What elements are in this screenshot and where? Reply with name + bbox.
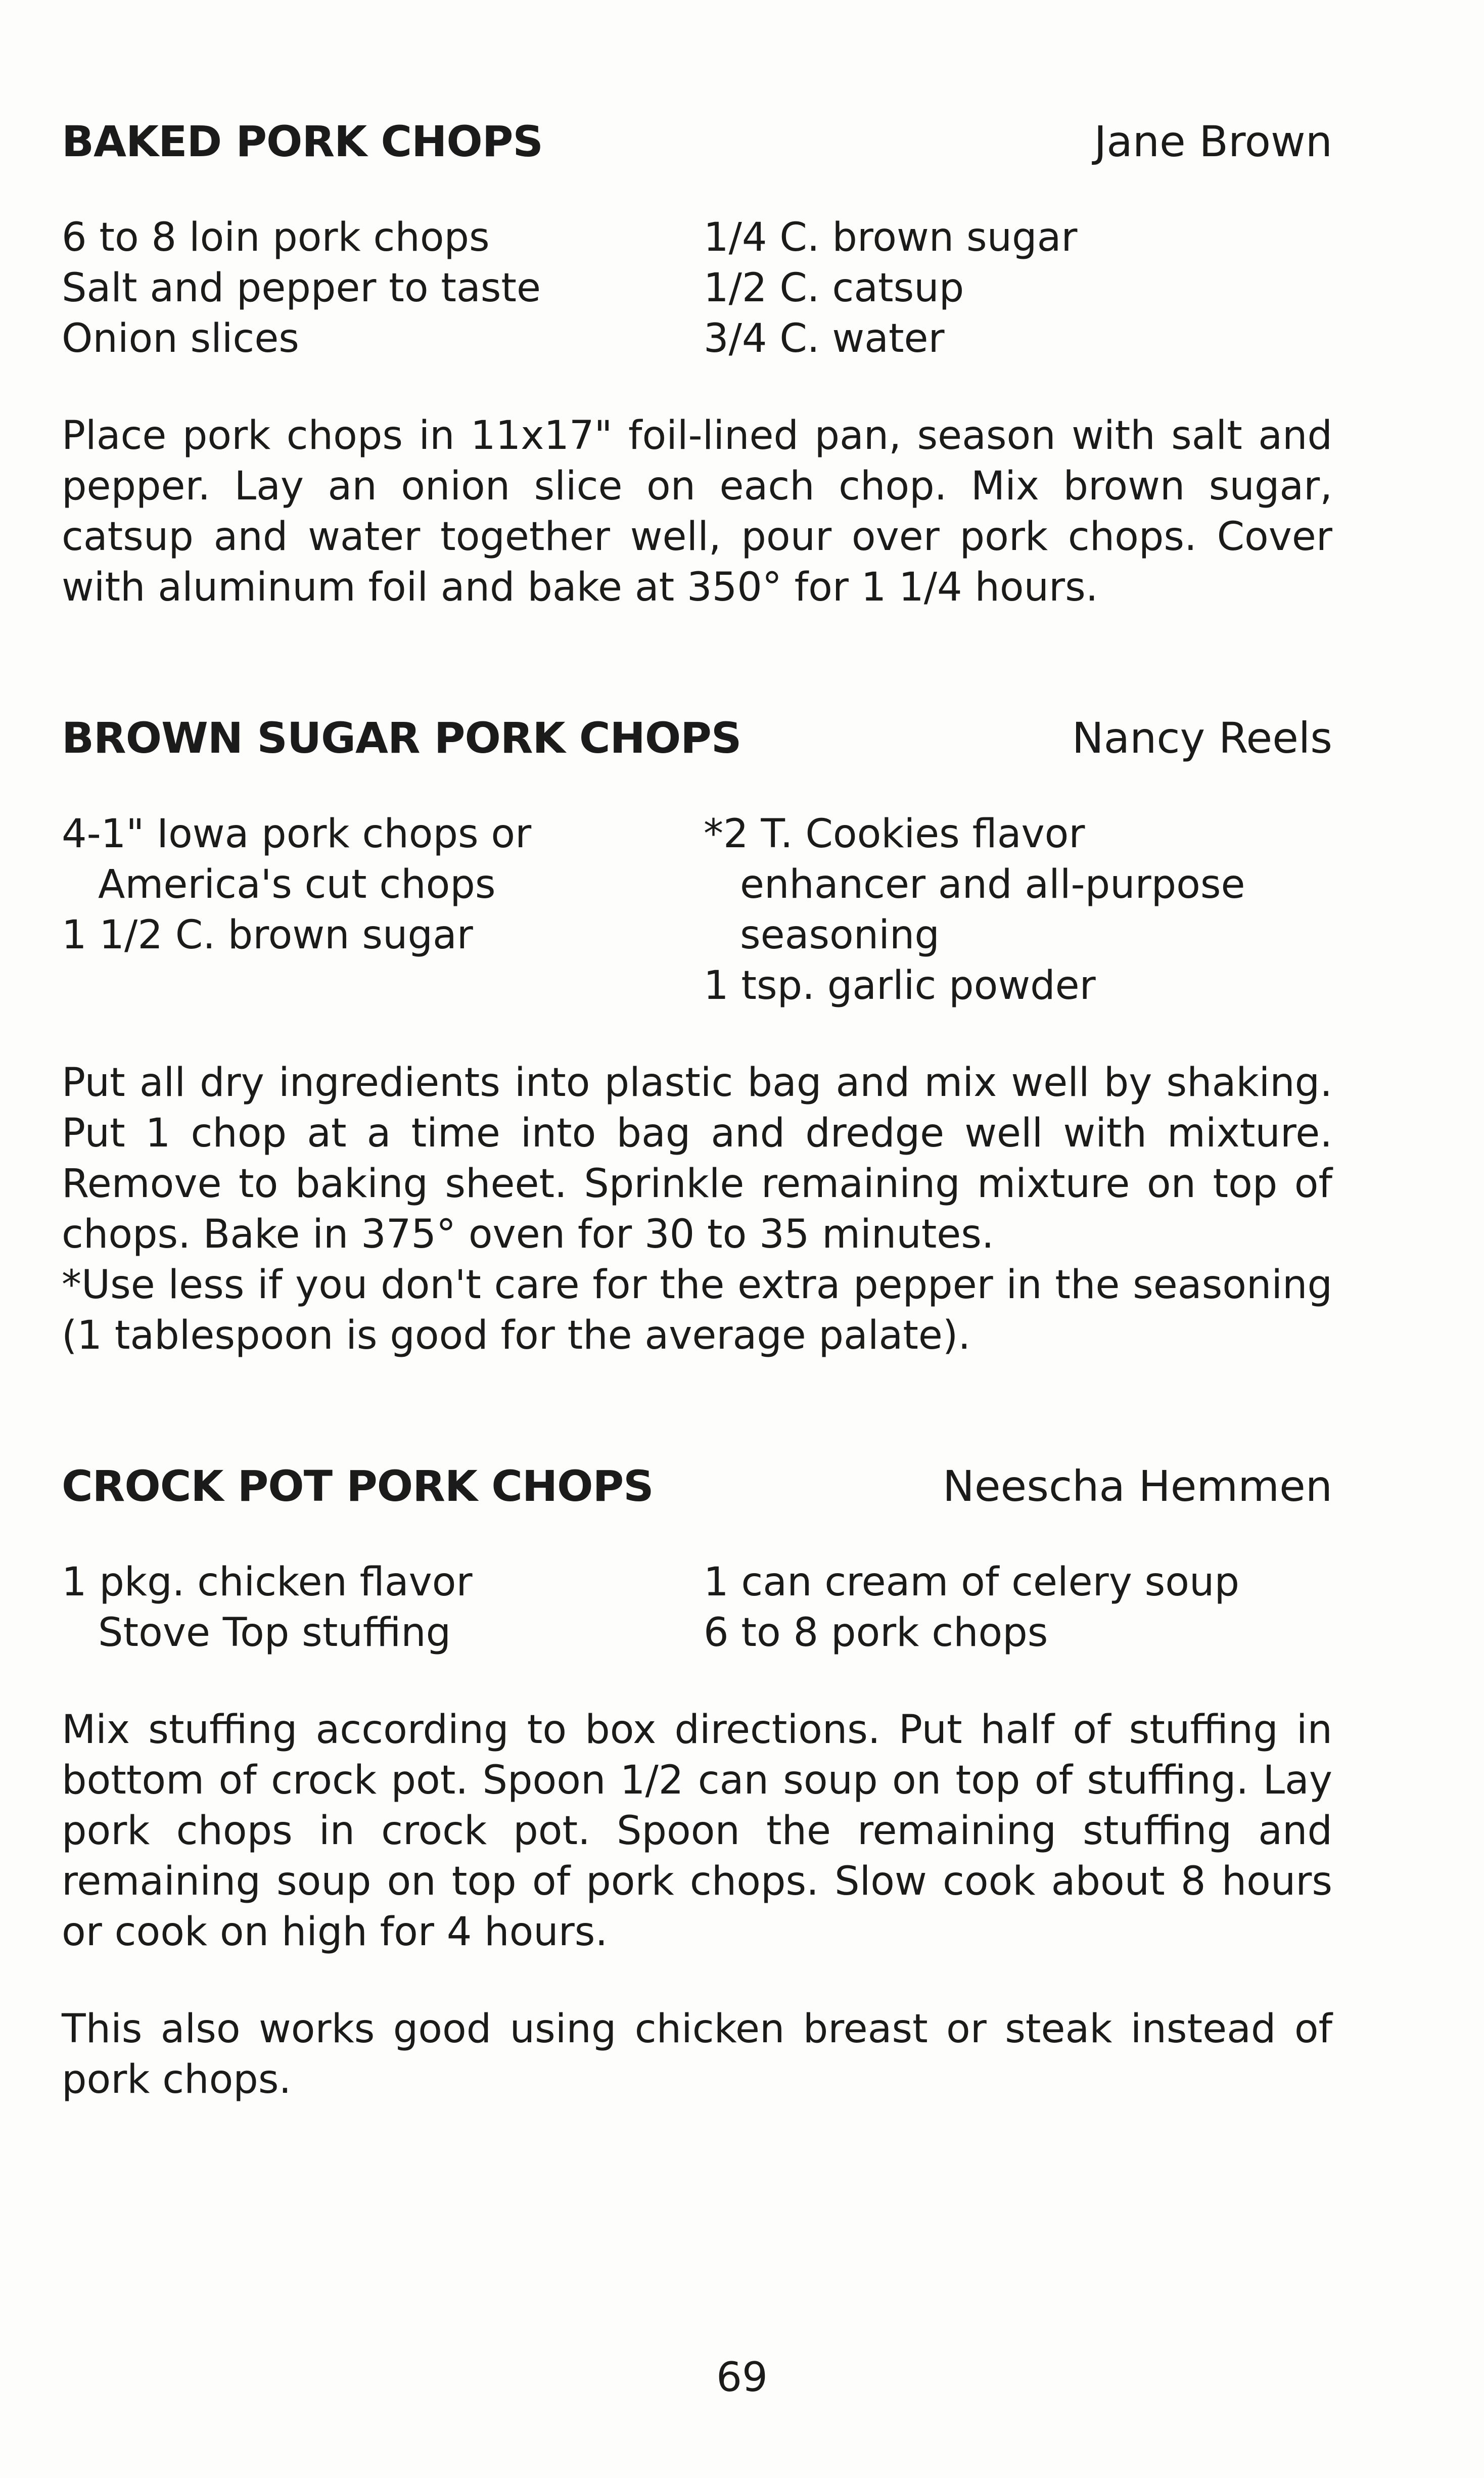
- ingredient-column-left: [62, 1557, 704, 1658]
- ingredient: 1 pkg. chicken flavor: [62, 1559, 473, 1605]
- ingredient: 4-1" Iowa pork chops or: [62, 811, 532, 857]
- ingredient-list: [62, 1557, 1332, 1658]
- recipe-title: BAKED PORK CHOPS: [62, 117, 543, 166]
- ingredient: 3/4 C. water: [704, 316, 945, 361]
- recipe-note: This also works good using chicken breast or steak instead of pork chops.: [62, 2006, 1332, 2102]
- ingredient: 6 to 8 pork chops: [704, 1610, 1048, 1656]
- ingredient-column-left: [62, 809, 704, 1011]
- recipe-author: Nancy Reels: [1072, 713, 1332, 763]
- ingredient: Onion slices: [62, 316, 299, 361]
- ingredient: enhancer and all-purpose: [740, 862, 1245, 907]
- recipe-title: BROWN SUGAR PORK CHOPS: [62, 713, 741, 763]
- ingredient: Stove Top stuffing: [98, 1610, 451, 1656]
- ingredient-column-right: [704, 212, 1332, 364]
- recipe-directions: Put all dry ingredients into plastic bag and mix well by shaking. Put 1 chop at a time into bag and dredge well with mixture. Remove to baking sheet. Sprinkle remaining mixture on top of chops. Bake in 375° oven for 30 to 35 minutes.: [62, 1060, 1332, 1257]
- recipe-author: Jane Brown: [1094, 117, 1332, 166]
- ingredient: Salt and pepper to taste: [62, 265, 541, 311]
- ingredient: 6 to 8 loin pork chops: [62, 215, 490, 260]
- recipe-header: [62, 1460, 1332, 1512]
- recipe-baked-pork-chops: [62, 115, 1332, 613]
- recipe-author: Neescha Hemmen: [943, 1461, 1332, 1511]
- recipe-crock-pot-pork-chops: [62, 1460, 1332, 2105]
- ingredient: 1 tsp. garlic powder: [704, 963, 1096, 1008]
- recipe-directions: Place pork chops in 11x17" foil-lined pan, season with salt and pepper. Lay an onion slice on each chop. Mix brown sugar, catsup and water together well, pour over pork chops. Cover with aluminum foil and bake at 350° for 1 1/4 hours.: [62, 413, 1332, 610]
- ingredient: America's cut chops: [98, 862, 496, 907]
- ingredient: seasoning: [740, 912, 940, 958]
- ingredient-column-right: [704, 1557, 1332, 1658]
- recipe-brown-sugar-pork-chops: [62, 712, 1332, 1361]
- ingredient: 1/2 C. catsup: [704, 265, 964, 311]
- ingredient-list: [62, 212, 1332, 364]
- ingredient-column-right: [704, 809, 1332, 1011]
- ingredient-column-left: [62, 212, 704, 364]
- ingredient: 1 can cream of celery soup: [704, 1559, 1239, 1605]
- ingredient: *2 T. Cookies flavor: [704, 811, 1085, 857]
- ingredient: 1/4 C. brown sugar: [704, 215, 1078, 260]
- page-number: 69: [716, 2354, 768, 2401]
- recipe-directions: Mix stuffing according to box directions. Put half of stuffing in bottom of crock pot. Spoon 1/2 can soup on top of stuffing. Lay pork chops in crock pot. Spoon the remaining stuffing and remaining soup on top of pork chops. Slow cook about 8 hours or cook on high for 4 hours.: [62, 1707, 1332, 1955]
- ingredient-list: [62, 809, 1332, 1011]
- recipe-header: [62, 115, 1332, 168]
- recipe-header: [62, 712, 1332, 764]
- recipe-note: *Use less if you don't care for the extra pepper in the seasoning (1 tablespoon is good for the average palate).: [62, 1262, 1332, 1358]
- recipe-title: CROCK POT PORK CHOPS: [62, 1461, 654, 1511]
- ingredient: 1 1/2 C. brown sugar: [62, 912, 473, 958]
